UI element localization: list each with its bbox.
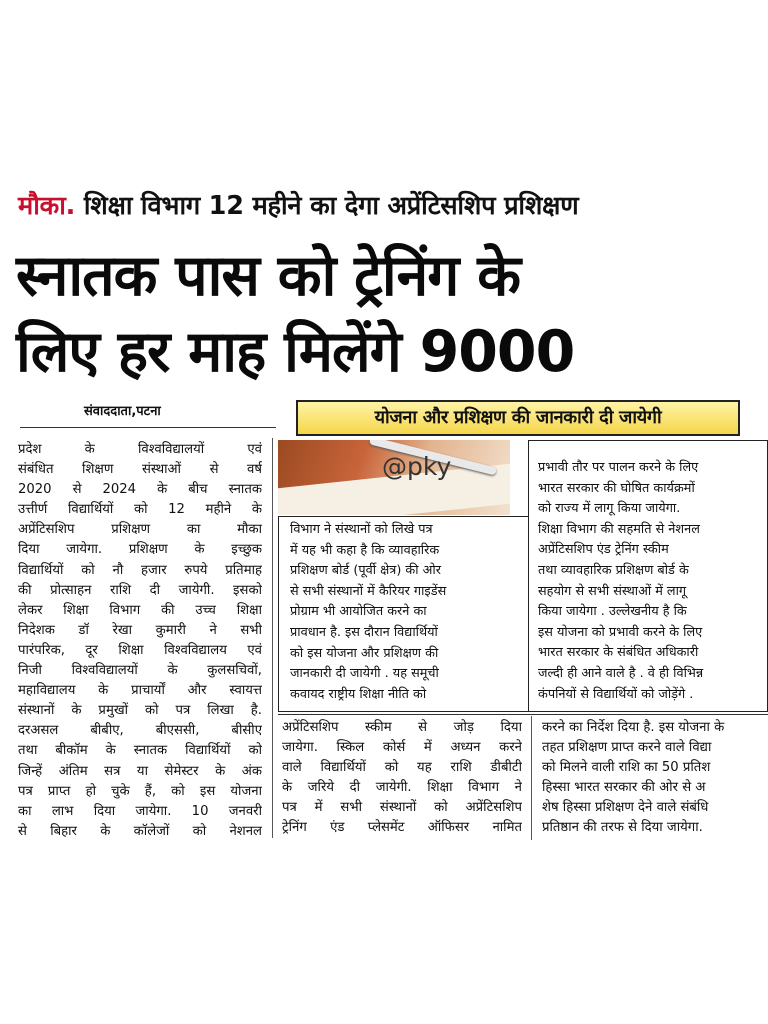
info-box-1-text (290, 520, 520, 705)
column1-line: उत्तीर्ण विद्यार्थियों को 12 महीने के (18, 502, 262, 518)
column1-line: निदेशक डॉ रेखा कुमारी ने सभी (18, 622, 262, 638)
headline-line-1: स्नातक पास को ट्रेनिंग के (16, 243, 521, 309)
column1-line: से बिहार के कॉलेजों को नेशनल (18, 823, 262, 839)
column1-line: 2020 से 2024 के बीच स्नातक (18, 482, 262, 498)
box2-line: भारत सरकार के संबंधित अधिकारी (538, 645, 699, 661)
box2-line: कंपनियों से विद्यार्थियों को जोड़ेंगे . (538, 686, 694, 702)
section-divider (278, 714, 768, 715)
column1-line: पत्र प्राप्त हो चुके हैं, को इस योजना (18, 783, 262, 799)
box2-line: सहयोग से सभी संस्थाओं में लागू (538, 583, 687, 599)
byline-divider (20, 427, 276, 428)
column-divider (531, 716, 532, 840)
column1-line: जिन्हें अंतिम सत्र या सेमेस्टर के अंक (18, 763, 262, 779)
column2-line: अप्रेंटिसशिप स्कीम से जोड़ दिया (282, 720, 522, 735)
column2-line: जायेगा. स्किल कोर्स में अध्यन करने (282, 740, 522, 756)
box2-line: जल्दी ही आने वाले है . वे ही विभिन्न (538, 665, 704, 681)
column3-line: प्रतिष्ठान की तरफ से दिया जायेगा. (542, 820, 703, 836)
box2-line: शिक्षा विभाग की सहमति से नेशनल (538, 521, 700, 537)
column1-line: दिया जायेगा. प्रशिक्षण के इच्छुक (18, 542, 262, 558)
column1-line: संस्थानों के प्रमुखों को पत्र लिखा है. (18, 703, 262, 719)
kicker-label: मौका. (18, 191, 76, 221)
article-column-1 (18, 440, 262, 842)
box2-line: को राज्य में लागू किया जायेगा. (538, 501, 681, 517)
byline: संवाददाता,पटना (84, 404, 161, 419)
column3-line: हिस्सा भारत सरकार की ओर से अ (542, 780, 706, 796)
article-column-3 (542, 718, 768, 842)
kicker-text: शिक्षा विभाग 12 महीने का देगा अप्रेंटिसशिप प्रशिक्षण (75, 191, 579, 221)
box2-line: अप्रेंटिसशिप एंड ट्रेनिंग स्कीम (538, 542, 669, 558)
column1-line: तथा बीकॉम के स्नातक विद्यार्थियों को (18, 743, 262, 759)
box1-line: से सभी संस्थानों में कैरियर गाइडेंस (290, 583, 447, 599)
box1-line: प्रशिक्षण बोर्ड (पूर्वी क्षेत्र) की ओर (290, 563, 441, 579)
box2-line: प्रभावी तौर पर पालन करने के लिए (538, 460, 699, 475)
box1-line: में यह भी कहा है कि व्यावहारिक (290, 542, 440, 558)
box2-line: तथा व्यावहारिक प्रशिक्षण बोर्ड के (538, 562, 689, 578)
column3-line: को मिलने वाली राशि का 50 प्रतिश (542, 760, 711, 776)
column3-line: करने का निर्देश दिया है. इस योजना के (542, 720, 725, 735)
info-box-2-text (538, 458, 766, 705)
column-divider (272, 438, 273, 838)
box1-line: को इस योजना और प्रशिक्षण की (290, 645, 439, 661)
column1-line: लेकर शिक्षा विभाग की उच्च शिक्षा (18, 602, 262, 618)
headline-line-2: लिए हर माह मिलेंगे 9000 (16, 319, 575, 385)
column3-line: शेष हिस्सा प्रशिक्षण देने वाले संबंधि (542, 800, 709, 816)
box2-line: इस योजना को प्रभावी करने के लिए (538, 624, 703, 640)
box1-line: प्रावधान है. इस दौरान विद्यार्थियों (290, 624, 438, 640)
column1-line: महाविद्यालय के प्राचार्यों और स्वायत्त (18, 683, 262, 699)
column2-line: पत्र में सभी संस्थानों को अप्रेंटिसशिप (282, 800, 522, 816)
column1-line: विद्यार्थियों को नौ हजार रुपये प्रतिमाह (18, 562, 262, 578)
column1-line: दरअसल बीबीए, बीएससी, बीसीए (18, 723, 262, 739)
box1-line: कवायद राष्ट्रीय शिक्षा नीति को (290, 686, 427, 702)
column1-line: अप्रेंटिसशिप प्रशिक्षण का मौका (18, 522, 262, 538)
box1-line: विभाग ने संस्थानों को लिखे पत्र (290, 522, 433, 537)
column2-line: वाले विद्यार्थियों को यह राशि डीबीटी (282, 760, 522, 776)
column1-line: का लाभ दिया जायेगा. 10 जनवरी (18, 803, 262, 819)
column2-line: ट्रेनिंग एंड प्लेसमेंट ऑफिसर नामित (282, 820, 522, 836)
box2-line: भारत सरकार की घोषित कार्यक्रमों (538, 480, 695, 496)
column2-line: के जरिये दी जायेगी. शिक्षा विभाग ने (282, 780, 522, 796)
box1-line: प्रोग्राम भी आयोजित करने का (290, 604, 427, 620)
column1-line: पारंपरिक, दूर शिक्षा विश्वविद्यालय एवं (18, 642, 262, 658)
column1-line: प्रदेश के विश्वविद्यालयों एवं (18, 442, 262, 457)
box1-line: जानकारी दी जायेगी . यह समूची (290, 666, 439, 682)
column1-line: की प्रोत्साहन राशि दी जायेगी. इसको (18, 582, 262, 598)
subhead-banner: योजना और प्रशिक्षण की जानकारी दी जायेगी (296, 400, 740, 436)
column3-line: तहत प्रशिक्षण प्राप्त करने वाले विद्या (542, 740, 712, 756)
article-column-2 (282, 718, 522, 839)
column1-line: निजी विश्वविद्यालयों के कुलसचिवों, (18, 663, 262, 679)
column1-line: संबंधित शिक्षण संस्थाओं से वर्ष (18, 462, 262, 478)
box2-line: किया जायेगा . उल्लेखनीय है कि (538, 604, 687, 620)
kicker-line (18, 186, 763, 226)
photo-watermark: @pky (382, 452, 452, 481)
